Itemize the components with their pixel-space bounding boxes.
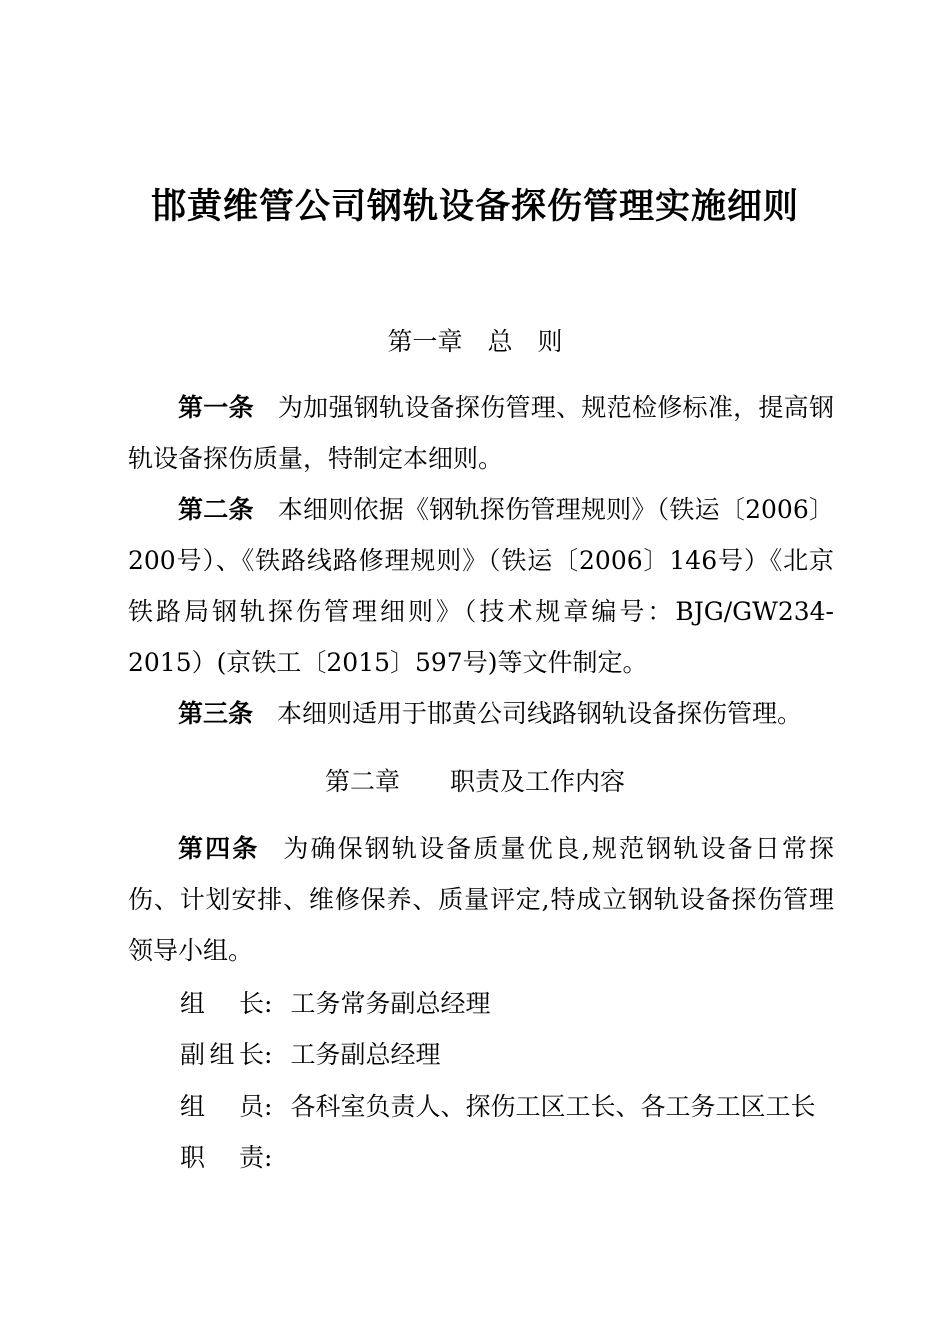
group-leader-key: 组 长 (180, 989, 264, 1018)
article-4-text: 为确保钢轨设备质量优良,规范钢轨设备日常探伤、计划安排、维修保养、质量评定,特成立钢轨设备探伤管理领导小组。 (128, 834, 834, 965)
group-leader-sep: : (264, 989, 273, 1018)
article-4 (128, 823, 834, 976)
article-2-label: 第二条 (178, 495, 254, 524)
chapter-1-heading: 第一章 总 则 (387, 327, 563, 356)
article-4-label: 第四条 (178, 834, 260, 863)
article-3-text: 本细则适用于邯黄公司线路钢轨设备探伤管理。 (277, 699, 803, 728)
deputy-leader-value: 工务副总经理 (290, 1040, 441, 1069)
article-3 (128, 688, 834, 739)
deputy-leader-sep: : (264, 1040, 273, 1069)
article-3-label: 第三条 (178, 699, 254, 728)
article-2-text: 本细则依据《钢轨探伤管理规则》（铁运〔2006〕200号）、《铁路线路修理规则》（铁运〔2006〕146号）《北京铁路局钢轨探伤管理细则》（技术规章编号：BJG/GW234-2015）(京铁工〔2015〕597号)等文件制定。 (128, 495, 834, 677)
duties-key: 职 责 (180, 1143, 264, 1172)
group-members-value: 各科室负责人、探伤工区工长、各工务工区工长 (290, 1092, 816, 1121)
deputy-leader-line (180, 1035, 440, 1075)
group-members-line (180, 1087, 815, 1127)
duties-line (180, 1138, 290, 1178)
article-1 (128, 382, 834, 484)
article-2 (128, 484, 834, 688)
group-members-sep: : (264, 1092, 273, 1121)
group-leader-line (180, 984, 490, 1024)
deputy-leader-key: 副组长 (180, 1040, 264, 1069)
duties-sep: : (264, 1143, 273, 1172)
group-leader-value: 工务常务副总经理 (290, 989, 491, 1018)
article-1-label: 第一条 (178, 393, 254, 422)
document-title: 邯黄维管公司钢轨设备探伤管理实施细则 (150, 187, 799, 227)
chapter-2-heading: 第二章 职责及工作内容 (324, 767, 625, 796)
article-1-text: 为加强钢轨设备探伤管理、规范检修标准，提高钢轨设备探伤质量，特制定本细则。 (128, 393, 834, 473)
group-members-key: 组 员 (180, 1092, 264, 1121)
